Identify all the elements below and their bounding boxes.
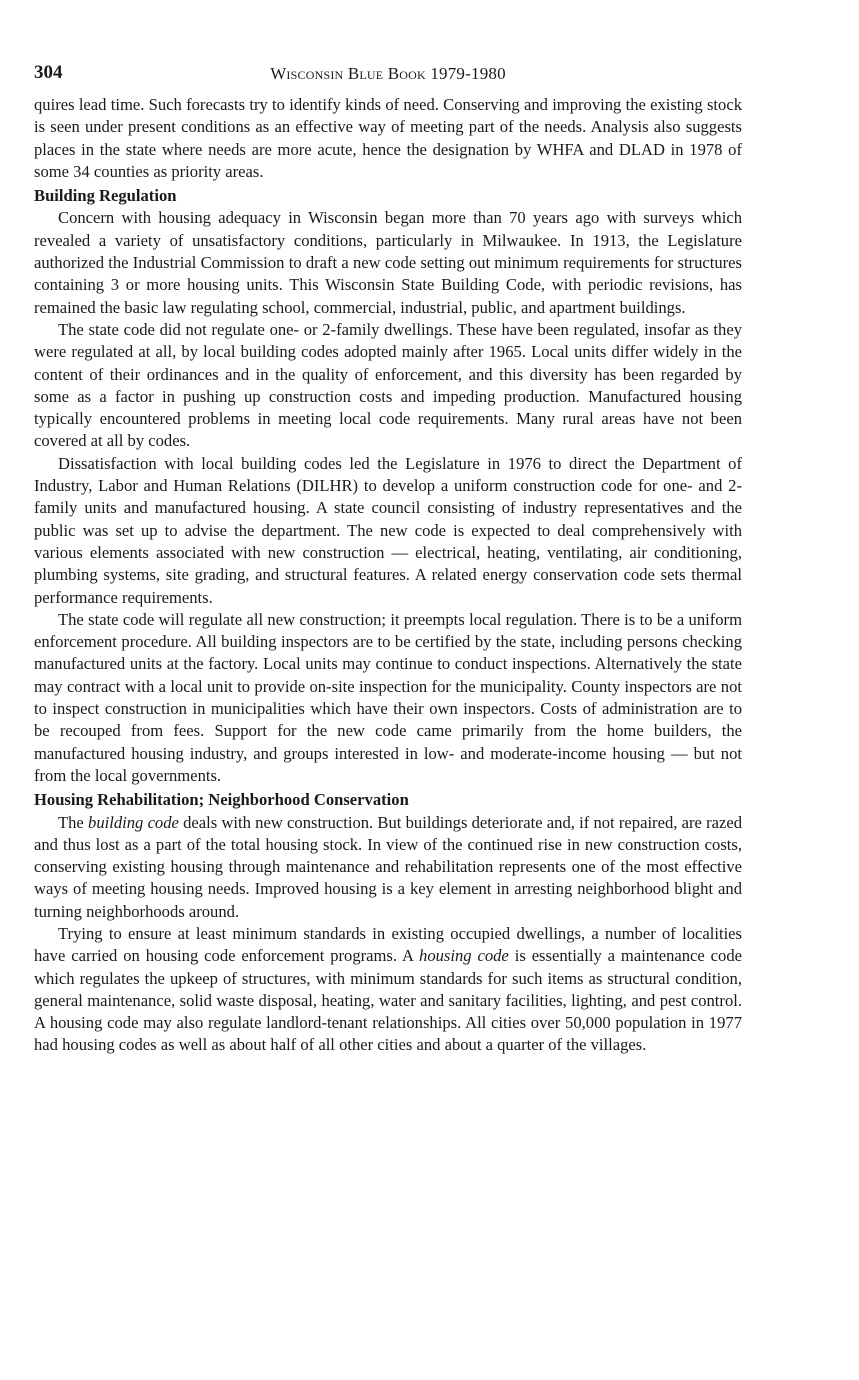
- paragraph: Concern with housing adequacy in Wisconsin began more than 70 years ago with surveys which revealed a variety of unsatisfactory conditions, particularly in Milwaukee. In 1913, the Legislature authorized the Industrial Commission to draft a new code setting out minimum requirements for structures containing 3 or more housing units. This Wisconsin State Building Code, with periodic revisions, has remained the basic law regulating school, commercial, industrial, public, and apartment buildings.: [34, 208, 742, 317]
- running-head: Wisconsin Blue Book 1979-1980: [270, 64, 506, 83]
- emphasis-building-code: building code: [88, 812, 179, 832]
- paragraph-text: The: [58, 812, 89, 832]
- paragraph-text: Trying to ensure at least minimum standards in existing occupied dwellings, a number of localities have carried on housing code enforcement programs. A: [34, 923, 742, 966]
- emphasis-housing-code: housing code: [419, 946, 509, 966]
- page: [34, 58, 742, 1057]
- section-heading-housing-rehabilitation: Housing Rehabilitation; Neighborhood Conservation: [34, 790, 409, 810]
- page-header: [34, 58, 742, 94]
- paragraph-continued: quires lead time. Such forecasts try to identify kinds of need. Conserving and improving the existing stock is seen under present conditions as an effective way of meeting part of the needs. Analysis also suggests places in the state where needs are more acute, hence the designation by WHFA and DLAD in 1978 of some 34 counties as priority areas.: [34, 95, 742, 181]
- paragraph-text: deals with new construction. But buildings deteriorate and, if not repaired, are razed and thus lost as a part of the total housing stock. In view of the continued rise in new construction costs, conserving existing housing through maintenance and rehabilitation represents one of the most effective ways of meeting housing needs. Improved housing is a key element in arresting neighborhood blight and turning neighborhoods around.: [34, 812, 743, 921]
- paragraph-text: is essentially a maintenance code which regulates the upkeep of structures, with minimum standards for such items as structural condition, general maintenance, solid waste disposal, heating, water and sanitary facilities, lighting, and pest control. A housing code may also regulate landlord-tenant relationships. All cities over 50,000 population in 1977 had housing codes as well as about half of all other cities and about a quarter of the villages.: [34, 946, 743, 1055]
- body-text: [34, 94, 742, 1057]
- page-number: 304: [34, 62, 63, 83]
- paragraph: [34, 812, 742, 923]
- paragraph: The state code did not regulate one- or 2-family dwellings. These have been regulated, insofar as they were regulated at all, by local building codes adopted mainly after 1965. Local units differ widely in the content of their ordinances and in the quality of enforcement, and this diversity has been regarded by some as a factor in pushing up construction costs and impeding production. Manufactured housing typically encountered problems in meeting local code requirements. Many rural areas have not been covered at all by codes.: [34, 319, 742, 451]
- paragraph: The state code will regulate all new construction; it preempts local regulation. There is to be a uniform enforcement procedure. All building inspectors are to be certified by the state, including persons checking manufactured units at the factory. Local units may continue to conduct inspections. Alternatively the state may contract with a local unit to provide on-site inspection for the municipality. County inspectors are not to inspect construction in municipalities which have their own inspectors. Costs of administration are to be recouped from fees. Support for the new code came primarily from the home builders, the manufactured housing industry, and groups interested in low- and moderate-income housing — but not from the local governments.: [34, 609, 742, 785]
- paragraph: [34, 923, 742, 1057]
- paragraph: Dissatisfaction with local building codes led the Legislature in 1976 to direct the Department of Industry, Labor and Human Relations (DILHR) to develop a uniform construction code for one- and 2-family units and manufactured housing. A state council consisting of industry representatives and the public was set up to advise the department. The new code is expected to deal comprehensively with various elements associated with new construction — electrical, heating, ventilating, air conditioning, plumbing systems, site grading, and structural features. A related energy conservation code sets thermal performance requirements.: [34, 453, 742, 607]
- section-heading-building-regulation: Building Regulation: [34, 186, 177, 206]
